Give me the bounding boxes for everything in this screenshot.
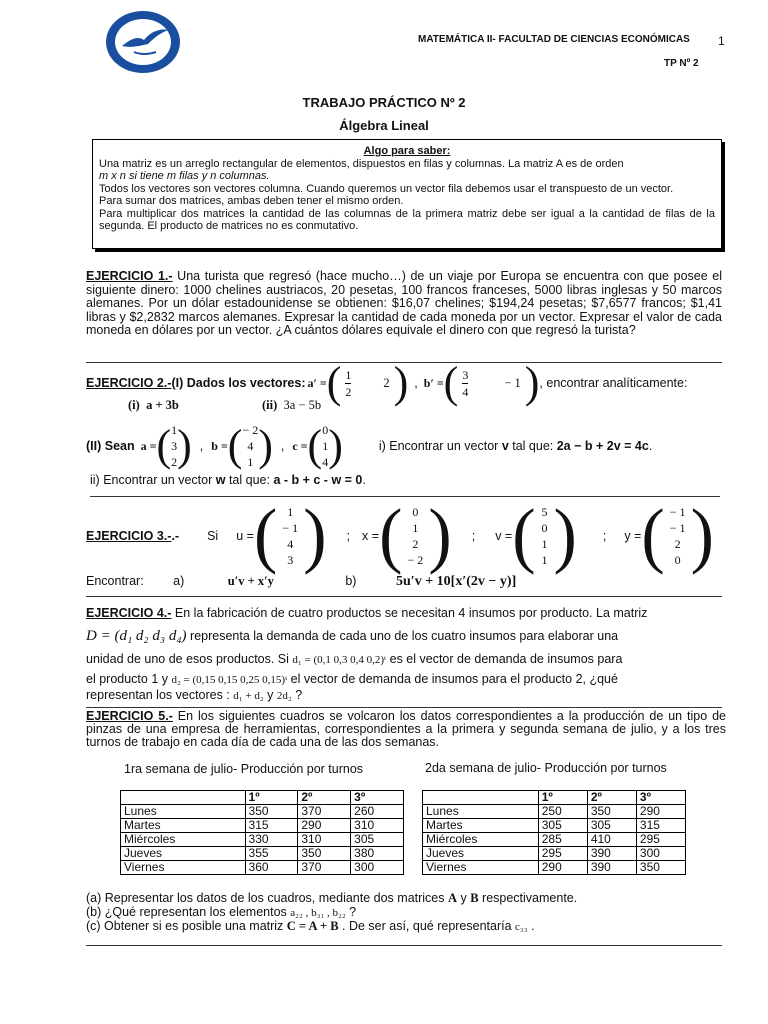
u-3: 3 <box>287 553 294 567</box>
value-cell: 290 <box>298 819 351 833</box>
day-cell: Viernes <box>423 861 539 875</box>
ej3-u-vector: ( 1 − 1 4 3 ) <box>253 495 327 576</box>
ej2-q-i-text: i) Encontrar un vector <box>378 439 502 453</box>
value-cell: 330 <box>245 833 298 847</box>
table-row <box>121 819 404 833</box>
ej2-part1-end: , encontrar analíticamente: <box>539 376 688 390</box>
ej5-qa-A: A <box>447 891 458 905</box>
ej3-si: Si <box>207 529 219 543</box>
value-cell: 260 <box>351 805 404 819</box>
ej4-sum-expr: d₁ + d₂ <box>233 690 264 702</box>
table-header-cell: 1º <box>245 791 298 805</box>
table-header-cell: 3º <box>636 791 685 805</box>
ej5-qa-B: B <box>470 891 479 905</box>
ej5-qa-y: y <box>457 891 471 905</box>
day-cell: Lunes <box>121 805 246 819</box>
ejercicio-1 <box>86 270 722 338</box>
info-box <box>92 139 722 249</box>
ej3-u-name: u = <box>236 529 254 543</box>
divider-3 <box>86 596 722 597</box>
ej2-item-i <box>128 398 179 413</box>
table-header-cell: 1º <box>538 791 587 805</box>
value-cell: 305 <box>538 819 587 833</box>
ej2-comma-2: , <box>280 439 285 453</box>
v-0: 5 <box>541 505 548 519</box>
ej4-line5end: ? <box>291 688 303 702</box>
day-cell: Miércoles <box>121 833 246 847</box>
ej5-question-a <box>86 891 577 906</box>
ej5-text: En los siguientes cuadros se volcaron los datos correspondientes a la producción de un tipo de pinzas de una empresa de herramientas, correspondientes a la primera y segunda semana de julio, y a los tres turnos de trabajo en cada día de cada una de las dos semanas. <box>86 709 726 749</box>
table-row <box>423 805 686 819</box>
ej2-q-ii-end: . <box>362 473 366 487</box>
ej5-label: EJERCICIO 5.- <box>86 709 173 723</box>
ej2-q-i <box>379 439 652 453</box>
ej4-line1: En la fabricación de cuatro productos se necesitan 4 insumos por producto. La matriz <box>171 606 648 620</box>
value-cell: 350 <box>298 847 351 861</box>
ej2-q-ii <box>90 473 366 487</box>
ej3-label: EJERCICIO 3.- <box>86 529 172 543</box>
ej2-part2-intro: (II) Sean <box>86 439 135 453</box>
ejercicio-4 <box>86 602 726 704</box>
ej5-qb-text: (b) ¿Qué representan los elementos <box>86 905 291 919</box>
ej3-x-name: x = <box>362 529 380 543</box>
ej4-dbl-expr: 2d₂ <box>276 690 292 702</box>
value-cell: 300 <box>351 861 404 875</box>
ej3-y-name: y = <box>624 529 642 543</box>
ej3-v-vector: ( 5 0 1 1 ) <box>512 495 577 576</box>
info-box-heading: Algo para saber: <box>363 145 451 157</box>
value-cell: 370 <box>298 805 351 819</box>
table-header-cell: 2º <box>587 791 636 805</box>
ej4-line4b: el vector de demanda de insumos para el producto 2, ¿qué <box>287 672 618 686</box>
table-header-row <box>121 791 404 805</box>
value-cell: 285 <box>538 833 587 847</box>
ej5-question-c <box>86 919 535 934</box>
ej2-i-expr: a + 3b <box>146 398 179 412</box>
ej4-label: EJERCICIO 4.- <box>86 606 172 620</box>
ej2-q-ii-text: ii) Encontrar un vector <box>90 473 216 487</box>
table-row <box>423 819 686 833</box>
tp-label: TP Nº 2 <box>664 58 699 69</box>
ej2-va-vector: ( 1 3 2 ) <box>156 421 192 470</box>
ej2-q-i-mid: tal que: <box>508 439 557 453</box>
ej3-vectors <box>86 495 714 576</box>
ej2-a-name: a′ = <box>307 375 327 390</box>
ej5-qc-mid: . De ser así, qué representaría <box>338 919 516 933</box>
ej2-a-last: 2 <box>383 375 390 390</box>
table-row <box>121 805 404 819</box>
value-cell: 350 <box>587 805 636 819</box>
vc-0: 0 <box>322 423 329 437</box>
u-1: − 1 <box>282 521 299 535</box>
va-1: 3 <box>171 439 178 453</box>
y-0: − 1 <box>669 505 686 519</box>
table-header-cell <box>423 791 539 805</box>
ej3-b-label: b) <box>345 574 357 588</box>
value-cell: 305 <box>351 833 404 847</box>
day-cell: Martes <box>423 819 539 833</box>
albatross-seal-icon <box>104 10 182 74</box>
y-2: 2 <box>674 537 681 551</box>
x-1: 1 <box>412 521 419 535</box>
ej3-encontrar: Encontrar: <box>86 574 144 588</box>
value-cell: 295 <box>538 847 587 861</box>
divider-4 <box>86 707 722 708</box>
production-table-week-1 <box>120 790 404 875</box>
ej2-q-i-v: v <box>501 439 509 453</box>
value-cell: 310 <box>351 819 404 833</box>
ej5-qc-el: c₃₃ <box>515 921 528 933</box>
table-header-cell: 2º <box>298 791 351 805</box>
value-cell: 350 <box>636 861 685 875</box>
ej5-qc-eq: C = A + B <box>286 919 339 933</box>
ej2-q-i-end: . <box>648 439 653 453</box>
value-cell: 350 <box>245 805 298 819</box>
faculty-logo <box>104 10 182 74</box>
ej2-a-row-vector: ( $\frac{1}{2}$ 2 ) <box>326 358 409 407</box>
day-cell: Viernes <box>121 861 246 875</box>
u-0: 1 <box>287 505 294 519</box>
ej4-d2-expr: d₂ = (0,15 0,15 0,25 0,15)ᵗ <box>171 674 288 686</box>
u-2: 4 <box>287 537 294 551</box>
va-0: 1 <box>171 423 178 437</box>
ej3-semi-2: ; <box>471 529 476 543</box>
ej2-b-num: 3 <box>462 367 469 382</box>
info-line-2: m x n si tiene m filas y n columnas. <box>99 170 270 182</box>
vb-2: 1 <box>247 455 254 469</box>
ej4-line4a: el producto 1 y <box>86 672 172 686</box>
ej2-ii-label: (ii) <box>262 398 278 412</box>
value-cell: 290 <box>538 861 587 875</box>
page-title: TRABAJO PRÁCTICO Nº 2 <box>302 95 466 110</box>
value-cell: 290 <box>636 805 685 819</box>
ej3-semi-3: ; <box>602 529 607 543</box>
day-cell: Miércoles <box>423 833 539 847</box>
value-cell: 315 <box>245 819 298 833</box>
table-1-caption: 1ra semana de julio- Producción por turnos <box>124 762 364 776</box>
institution-header: MATEMÁTICA II- FACULTAD DE CIENCIAS ECONÓMICAS <box>418 34 690 45</box>
table-header-cell: 3º <box>351 791 404 805</box>
ej2-ii-expr: 3a − 5b <box>283 398 322 412</box>
ej4-d1-expr: d₁ = (0,1 0,3 0,4 0,2)ᵗ <box>292 654 387 666</box>
ej2-q-i-eq: 2a − b + 2v = 4c <box>556 439 649 453</box>
table-header-row <box>423 791 686 805</box>
ej2-b-last: − 1 <box>504 375 521 390</box>
y-1: − 1 <box>669 521 686 535</box>
value-cell: 250 <box>538 805 587 819</box>
ej2-comma-1: , <box>199 439 204 453</box>
table-row <box>423 847 686 861</box>
info-line-1: Una matriz es un arreglo rectangular de elementos, dispuestos en filas y columnas. La matriz A es de orden <box>99 157 624 170</box>
ej3-b-expr: 5u′v + 10[x′(2v − y)] <box>395 574 517 589</box>
table-row <box>121 833 404 847</box>
vc-2: 4 <box>322 455 329 469</box>
x-3: − 2 <box>407 553 424 567</box>
table-header-cell <box>121 791 246 805</box>
table-row <box>423 833 686 847</box>
ej4-line3b: es el vector de demanda de insumos para <box>386 652 623 666</box>
ej3-x-vector: ( 0 1 2 − 2 ) <box>379 495 452 576</box>
ej4-line2: representa la demanda de cada uno de los cuatro insumos para elaborar una <box>186 629 619 643</box>
ej2-vb-vector: ( − 2 4 1 ) <box>227 421 273 470</box>
ej2-q-ii-w: w <box>215 473 226 487</box>
value-cell: 390 <box>587 847 636 861</box>
ej3-v-name: v = <box>495 529 513 543</box>
x-2: 2 <box>412 537 419 551</box>
v-1: 0 <box>541 521 548 535</box>
vb-1: 4 <box>247 439 254 453</box>
value-cell: 310 <box>298 833 351 847</box>
info-line-5: Para multiplicar dos matrices la cantidad de las columnas de la primera matriz debe ser igual a la cantidad de filas de la segunda. El producto de matrices no es conmutativo. <box>99 207 715 232</box>
ej5-qc-end: . <box>527 919 535 933</box>
ej4-line5y: y <box>263 688 277 702</box>
info-line-3: Todos los vectores son vectores columna. Cuando queremos un vector fila debemos usar el transpuesto de un vector. <box>99 182 674 195</box>
vb-0: − 2 <box>242 423 259 437</box>
info-line-4: Para sumar dos matrices, ambas deben tener el mismo orden. <box>99 195 404 207</box>
ej3-a-label: a) <box>173 574 185 588</box>
ejercicio-5 <box>86 710 726 749</box>
ej5-question-b <box>86 905 356 919</box>
value-cell: 305 <box>587 819 636 833</box>
value-cell: 295 <box>636 833 685 847</box>
value-cell: 380 <box>351 847 404 861</box>
ej2-b-name: b′ = <box>423 375 444 390</box>
ej2-a-den: 2 <box>345 384 352 399</box>
day-cell: Jueves <box>423 847 539 861</box>
value-cell: 390 <box>587 861 636 875</box>
ej4-line3a: unidad de uno de esos productos. Si <box>86 652 293 666</box>
day-cell: Lunes <box>423 805 539 819</box>
value-cell: 370 <box>298 861 351 875</box>
ej2-vc-vector: ( 0 1 4 ) <box>307 421 343 470</box>
ej2-i-label: (i) <box>128 398 140 412</box>
value-cell: 360 <box>245 861 298 875</box>
page-subtitle: Álgebra Lineal <box>339 118 429 133</box>
v-3: 1 <box>541 553 548 567</box>
ej4-D-expr: D = (d₁ d₂ d₃ d₄) <box>86 628 187 644</box>
va-2: 2 <box>171 455 178 469</box>
ej2-b-den: 4 <box>462 384 469 399</box>
ej2-va-name: a = <box>140 438 157 453</box>
x-0: 0 <box>412 505 419 519</box>
vc-1: 1 <box>322 439 329 453</box>
day-cell: Jueves <box>121 847 246 861</box>
table-2-caption: 2da semana de julio- Producción por turnos <box>425 761 667 775</box>
ej2-sep: , <box>414 376 418 390</box>
divider-5 <box>86 945 722 946</box>
ej3-semi-1: ; <box>346 529 351 543</box>
ej4-line5a: representan los vectores : <box>86 688 234 702</box>
ej2-vc-name: c = <box>292 438 308 453</box>
ej3-y-vector: ( − 1 − 1 2 0 ) <box>641 495 714 576</box>
ej3-a-expr: u′v + x′y <box>227 574 274 588</box>
ej3-dots: .- <box>171 529 180 543</box>
ej5-qb-end: ? <box>345 905 357 919</box>
value-cell: 410 <box>587 833 636 847</box>
ej2-part2 <box>86 420 652 472</box>
ej5-qa-text: (a) Representar los datos de los cuadros, mediante dos matrices <box>86 891 448 905</box>
ej2-label: EJERCICIO 2.- <box>86 376 172 390</box>
ej5-qa-end: respectivamente. <box>478 891 578 905</box>
page-number: 1 <box>718 34 725 48</box>
ej2-part1-intro: (I) Dados los vectores: <box>171 376 306 390</box>
y-3: 0 <box>674 553 681 567</box>
ej5-qc-text: (c) Obtener si es posible una matriz <box>86 919 287 933</box>
table-row <box>121 861 404 875</box>
ej1-text: Una turista que regresó (hace mucho…) de un viaje por Europa se encuentra con que posee el siguiente dinero: 1000 chelines austriacos, 20 pesetas, 100 francos franceses, 5000 libras inglesas y 50 marcos alemanes. Por un dólar estadounidense se obtienen: $16,07 chelines; $194,24 pesetas; $7,6577 francos; $1,41 libras y $2,2832 marcos alemanes. Expresar la cantidad de cada moneda por un vector. Expresar el valor de cada moneda en dólares por un vector. ¿A cuántos dólares equivale el dinero con que regresó la turista? <box>86 269 723 337</box>
ej2-vb-name: b = <box>211 438 228 453</box>
production-table-week-2 <box>422 790 686 875</box>
ej2-a-num: 1 <box>345 367 352 382</box>
ej2-q-ii-eq: a - b + c - w = 0 <box>273 473 363 487</box>
value-cell: 355 <box>245 847 298 861</box>
value-cell: 300 <box>636 847 685 861</box>
table-row <box>121 847 404 861</box>
ej2-b-row-vector: ( $\frac{3}{4}$ − 1 ) <box>443 358 540 407</box>
value-cell: 315 <box>636 819 685 833</box>
v-2: 1 <box>541 537 548 551</box>
ej1-label: EJERCICIO 1.- <box>86 269 173 283</box>
ej2-item-ii <box>262 398 321 413</box>
ej2-q-ii-mid: tal que: <box>225 473 274 487</box>
day-cell: Martes <box>121 819 246 833</box>
ej3-find <box>86 574 516 590</box>
table-row <box>423 861 686 875</box>
ej5-qb-elems: a₂₂ , b₃₁ , b₂₂ <box>290 907 346 919</box>
divider-2 <box>90 496 720 497</box>
